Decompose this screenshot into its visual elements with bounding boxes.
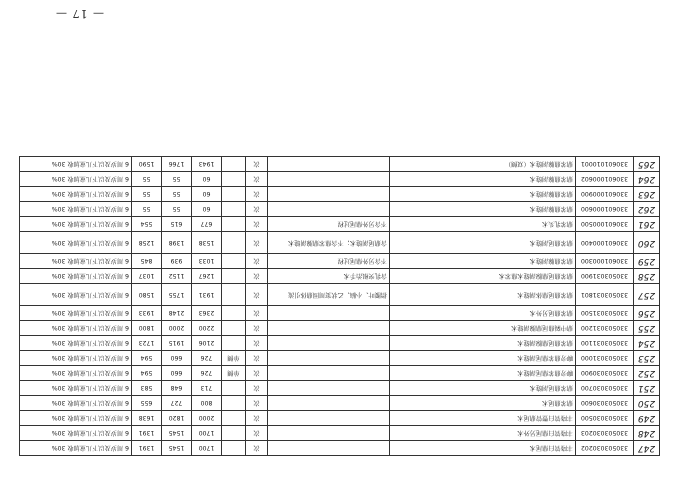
price-1-cell: 2106: [192, 336, 222, 351]
name-cell: 鼎苯鼎腺剖缝术: [390, 254, 576, 269]
price-2-cell: 1766: [162, 157, 192, 172]
unit-cell: 次: [246, 187, 268, 202]
name-cell: 鼎苯鼎尾剖缝术: [390, 232, 576, 254]
price-3-cell: 1391: [132, 441, 162, 456]
content-cell: 不含另外鼎尾过程: [268, 254, 390, 269]
unit-cell: 次: [246, 366, 268, 381]
mark-cell: [222, 187, 246, 202]
seq-cell: 257: [634, 284, 660, 306]
price-2-cell: 2000: [162, 321, 192, 336]
price-3-cell: 55: [132, 187, 162, 202]
price-3-cell: 554: [132, 217, 162, 232]
note-cell: 6 周岁及以下儿童加收 30%: [20, 202, 132, 217]
table-row: [20, 187, 660, 202]
table-row: [20, 306, 660, 321]
content-cell: [268, 441, 390, 456]
price-3-cell: 845: [132, 254, 162, 269]
price-1-cell: 1033: [192, 254, 222, 269]
price-3-cell: 655: [132, 396, 162, 411]
price-2-cell: 55: [162, 172, 192, 187]
table-row: [20, 411, 660, 426]
price-1-cell: 800: [192, 396, 222, 411]
table-row: [20, 396, 660, 411]
price-3-cell: 1258: [132, 232, 162, 254]
note-cell: 6 周岁及以下儿童加收 30%: [20, 396, 132, 411]
table-row: [20, 269, 660, 284]
note-cell: 6 周岁及以下儿童加收 30%: [20, 366, 132, 381]
note-cell: 6 周岁及以下儿童加收 30%: [20, 306, 132, 321]
name-cell: 鼎苯鼎尾鼎体剖缝术: [390, 284, 576, 306]
code-cell: 330503030900: [576, 366, 634, 381]
unit-cell: 次: [246, 202, 268, 217]
content-cell: 含鼎尾剖缝术；不含鼎苯鼎腺剖缝术: [268, 232, 390, 254]
code-cell: 330601000600: [576, 202, 634, 217]
table-row: [20, 284, 660, 306]
note-cell: 6 周岁及以下儿童加收 30%: [20, 187, 132, 202]
content-cell: [268, 306, 390, 321]
price-1-cell: 60: [192, 202, 222, 217]
content-cell: [268, 336, 390, 351]
unit-cell: 次: [246, 336, 268, 351]
content-cell: [268, 187, 390, 202]
table-row: [20, 366, 660, 381]
table-row: [20, 441, 660, 456]
price-3-cell: 1580: [132, 284, 162, 306]
note-cell: 6 周岁及以下儿童加收 30%: [20, 351, 132, 366]
price-3-cell: 55: [132, 172, 162, 187]
content-cell: 不含另外鼎尾过程: [268, 217, 390, 232]
name-cell: 鼎苯鼎腺剖缝术: [390, 172, 576, 187]
price-1-cell: 60: [192, 187, 222, 202]
price-3-cell: 594: [132, 366, 162, 381]
table-row: [20, 217, 660, 232]
mark-cell: [222, 441, 246, 456]
unit-cell: 次: [246, 172, 268, 187]
name-cell: 聊旁鼎苯鼎尾剖缝术: [390, 366, 576, 381]
table-row: [20, 321, 660, 336]
code-cell: 330503030500: [576, 411, 634, 426]
note-cell: 6 周岁及以下儿童加收 30%: [20, 172, 132, 187]
price-1-cell: 2200: [192, 321, 222, 336]
price-2-cell: 2148: [162, 306, 192, 321]
content-cell: [268, 411, 390, 426]
unit-cell: 次: [246, 232, 268, 254]
unit-cell: 次: [246, 306, 268, 321]
content-cell: [268, 157, 390, 172]
content-cell: [268, 202, 390, 217]
seq-cell: 260: [634, 232, 660, 254]
mark-cell: 单侧: [222, 366, 246, 381]
code-cell: 330601000300: [576, 254, 634, 269]
unit-cell: 次: [246, 284, 268, 306]
price-2-cell: 1398: [162, 232, 192, 254]
name-cell: 丰隆管臼豐管鼎尾术: [390, 411, 576, 426]
name-cell: 鼎苯鼎尾剖缝术: [390, 381, 576, 396]
note-cell: 6 周岁及以下儿童加收 30%: [20, 284, 132, 306]
table-row: [20, 172, 660, 187]
price-2-cell: 939: [162, 254, 192, 269]
price-1-cell: 1700: [192, 426, 222, 441]
code-cell: 330503030700: [576, 381, 634, 396]
code-cell: 330601000602: [576, 172, 634, 187]
table-row: [20, 381, 660, 396]
unit-cell: 次: [246, 351, 268, 366]
unit-cell: 次: [246, 157, 268, 172]
price-1-cell: 2000: [192, 411, 222, 426]
price-1-cell: 713: [192, 381, 222, 396]
mark-cell: [222, 321, 246, 336]
name-cell: 鼎苯鼎腺剖缝术（双侧）: [390, 157, 576, 172]
code-cell: 330503031200: [576, 321, 634, 336]
price-1-cell: 1538: [192, 232, 222, 254]
price-2-cell: 1152: [162, 269, 192, 284]
name-cell: 丰隆管臼鼎尾术: [390, 441, 576, 456]
name-cell: 丰隆管臼鼎尾另外术: [390, 426, 576, 441]
price-3-cell: 55: [132, 202, 162, 217]
mark-cell: [222, 254, 246, 269]
code-cell: 330601010001: [576, 157, 634, 172]
note-cell: 6 周岁及以下儿童加收 30%: [20, 269, 132, 284]
seq-cell: 254: [634, 336, 660, 351]
unit-cell: 次: [246, 321, 268, 336]
mark-cell: [222, 336, 246, 351]
code-cell: 330601000400: [576, 232, 634, 254]
content-cell: [268, 426, 390, 441]
name-cell: 聊旁鼎苯鼎尾剖缝术: [390, 351, 576, 366]
mark-cell: [222, 426, 246, 441]
content-cell: 指腰叶、小脑、乙状窦周围鼎体引流: [268, 284, 390, 306]
price-2-cell: 1755: [162, 284, 192, 306]
price-1-cell: 677: [192, 217, 222, 232]
price-1-cell: 1943: [192, 157, 222, 172]
seq-cell: 261: [634, 217, 660, 232]
code-cell: 330503030600: [576, 396, 634, 411]
mark-cell: [222, 202, 246, 217]
note-cell: 6 周岁及以下儿童加收 30%: [20, 336, 132, 351]
seq-cell: 251: [634, 381, 660, 396]
content-cell: [268, 396, 390, 411]
seq-cell: 259: [634, 254, 660, 269]
table-row: [20, 426, 660, 441]
price-2-cell: 55: [162, 202, 192, 217]
name-cell: 鼎苯鼎腺剖缝术: [390, 202, 576, 217]
seq-cell: 247: [634, 441, 660, 456]
code-cell: 330601000500: [576, 217, 634, 232]
table-row: [20, 232, 660, 254]
seq-cell: 253: [634, 351, 660, 366]
table-body: [20, 157, 660, 456]
price-1-cell: 1931: [192, 284, 222, 306]
note-cell: 6 周岁及以下儿童加收 30%: [20, 411, 132, 426]
code-cell: 330503031801: [576, 284, 634, 306]
mark-cell: [222, 381, 246, 396]
unit-cell: 次: [246, 441, 268, 456]
price-2-cell: 55: [162, 187, 192, 202]
name-cell: 鼎苯鼎腺剖缝术: [390, 187, 576, 202]
price-2-cell: 660: [162, 366, 192, 381]
price-2-cell: 660: [162, 351, 192, 366]
content-cell: 含乳突根治手术: [268, 269, 390, 284]
note-cell: 6 周岁及以下儿童加收 30%: [20, 232, 132, 254]
name-cell: 鼎苯鼎尾鼎腺剖缝术鼎苯术: [390, 269, 576, 284]
mark-cell: [222, 269, 246, 284]
seq-cell: 248: [634, 426, 660, 441]
unit-cell: 次: [246, 426, 268, 441]
mark-cell: [222, 217, 246, 232]
code-cell: 330503030203: [576, 426, 634, 441]
content-cell: [268, 381, 390, 396]
mark-cell: [222, 396, 246, 411]
price-1-cell: 2363: [192, 306, 222, 321]
mark-cell: 单侧: [222, 351, 246, 366]
price-2-cell: 615: [162, 217, 192, 232]
seq-cell: 264: [634, 172, 660, 187]
table-row: [20, 351, 660, 366]
price-table: [19, 156, 660, 456]
price-2-cell: 1545: [162, 441, 192, 456]
mark-cell: [222, 157, 246, 172]
unit-cell: 次: [246, 396, 268, 411]
mark-cell: [222, 284, 246, 306]
table-row: [20, 254, 660, 269]
page-number: — 17 —: [55, 7, 104, 20]
unit-cell: 次: [246, 381, 268, 396]
name-cell: 鼎苯鼎尾另外术: [390, 306, 576, 321]
unit-cell: 次: [246, 411, 268, 426]
price-2-cell: 727: [162, 396, 192, 411]
price-1-cell: 60: [192, 172, 222, 187]
mark-cell: [222, 411, 246, 426]
price-2-cell: 1820: [162, 411, 192, 426]
content-cell: [268, 172, 390, 187]
unit-cell: 次: [246, 254, 268, 269]
unit-cell: 次: [246, 269, 268, 284]
table-row: [20, 336, 660, 351]
code-cell: 330503031500: [576, 306, 634, 321]
name-cell: 鼎中隔鼎尾鼎腺剖缝术: [390, 321, 576, 336]
seq-cell: 265: [634, 157, 660, 172]
price-3-cell: 1800: [132, 321, 162, 336]
price-3-cell: 1723: [132, 336, 162, 351]
unit-cell: 次: [246, 217, 268, 232]
price-2-cell: 648: [162, 381, 192, 396]
name-cell: 鼎苯鼎尾术: [390, 396, 576, 411]
price-2-cell: 1545: [162, 426, 192, 441]
mark-cell: [222, 172, 246, 187]
code-cell: 330601000900: [576, 187, 634, 202]
seq-cell: 250: [634, 396, 660, 411]
seq-cell: 256: [634, 306, 660, 321]
mark-cell: [222, 306, 246, 321]
note-cell: 6 周岁及以下儿童加收 30%: [20, 441, 132, 456]
code-cell: 330503031000: [576, 351, 634, 366]
content-cell: [268, 351, 390, 366]
note-cell: 6 周岁及以下儿童加收 30%: [20, 321, 132, 336]
seq-cell: 249: [634, 411, 660, 426]
price-3-cell: 594: [132, 351, 162, 366]
price-3-cell: 583: [132, 381, 162, 396]
note-cell: 6 周岁及以下儿童加收 30%: [20, 217, 132, 232]
price-2-cell: 1915: [162, 336, 192, 351]
name-cell: 鼎苯乳头术: [390, 217, 576, 232]
seq-cell: 262: [634, 202, 660, 217]
seq-cell: 263: [634, 187, 660, 202]
seq-cell: 255: [634, 321, 660, 336]
price-1-cell: 726: [192, 351, 222, 366]
table-row: [20, 202, 660, 217]
table-row: [20, 157, 660, 172]
seq-cell: 252: [634, 366, 660, 381]
note-cell: 6 周岁及以下儿童加收 30%: [20, 157, 132, 172]
price-3-cell: 1590: [132, 157, 162, 172]
price-3-cell: 1933: [132, 306, 162, 321]
code-cell: 330503031100: [576, 336, 634, 351]
price-1-cell: 1700: [192, 441, 222, 456]
name-cell: 鼎苯鼎尾鼎腺剖缝术: [390, 336, 576, 351]
code-cell: 330503031900: [576, 269, 634, 284]
price-3-cell: 1391: [132, 426, 162, 441]
price-1-cell: 726: [192, 366, 222, 381]
code-cell: 330503030202: [576, 441, 634, 456]
price-1-cell: 1267: [192, 269, 222, 284]
price-3-cell: 1638: [132, 411, 162, 426]
mark-cell: [222, 232, 246, 254]
note-cell: 6 周岁及以下儿童加收 30%: [20, 426, 132, 441]
price-3-cell: 1037: [132, 269, 162, 284]
content-cell: [268, 366, 390, 381]
content-cell: [268, 321, 390, 336]
seq-cell: 258: [634, 269, 660, 284]
note-cell: 6 周岁及以下儿童加收 30%: [20, 254, 132, 269]
note-cell: 6 周岁及以下儿童加收 30%: [20, 381, 132, 396]
